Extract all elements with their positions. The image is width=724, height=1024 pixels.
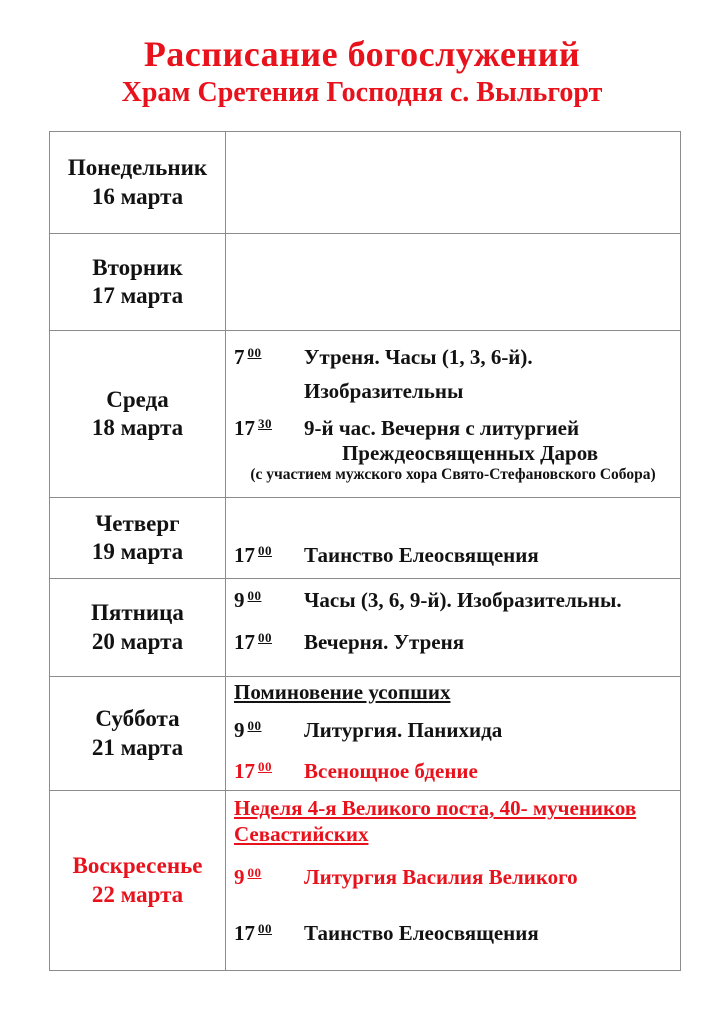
service-line [234, 629, 672, 655]
day-cell [50, 234, 226, 330]
table-row-thursday [50, 497, 680, 578]
service-text: Таинство Елеосвящения [304, 542, 539, 567]
schedule-table [49, 131, 681, 971]
service-line [234, 758, 672, 784]
service-time: 17 $^{00}$ [234, 758, 272, 783]
service-minutes: 00 [258, 920, 272, 936]
service-minutes: 00 [247, 718, 262, 734]
services-cell [226, 791, 680, 970]
service-time: 17 $^{00}$ [234, 920, 272, 945]
day-name: Понедельник [67, 155, 208, 181]
day-name: Четверг [95, 510, 180, 536]
service-time: 17 $^{00}$ [234, 542, 272, 567]
service-minutes: 30 [258, 415, 272, 431]
day-date: 19 марта [91, 539, 184, 564]
service-continuation: Изобразительны [304, 379, 464, 404]
service-time: 7 $^{00}$ [234, 345, 262, 369]
service-line [234, 717, 672, 743]
table-row-tuesday [50, 233, 680, 330]
service-text: Часы (3, 6, 9-й). Изобразительны. [304, 588, 622, 612]
service-minutes: 00 [247, 345, 262, 360]
service-text: Утреня. Часы (1, 3, 6-й). [304, 345, 533, 369]
day-name: Воскресенье [72, 853, 203, 879]
services-cell [226, 132, 680, 233]
day-date: 18 марта [91, 415, 184, 440]
service-text: Всенощное бдение [304, 758, 478, 783]
services-cell [226, 677, 680, 790]
day-cell [50, 579, 226, 676]
service-heading: Поминовение усопших [234, 680, 451, 704]
day-date: 22 марта [91, 881, 184, 907]
day-name: Пятница [91, 600, 184, 626]
day-date: 17 марта [91, 283, 184, 308]
services-cell [226, 234, 680, 330]
day-date: 21 марта [91, 734, 184, 760]
day-cell [50, 331, 226, 497]
service-continuation: Преждеосвященных Даров [341, 440, 599, 465]
service-time: 9 $^{00}$ [234, 588, 262, 612]
services-cell [226, 498, 680, 578]
day-date: 20 марта [91, 628, 184, 654]
service-text: Вечерня. Утреня [304, 630, 465, 655]
choir-note: (с участием мужского хора Свято-Стефановского Собора) [250, 465, 656, 483]
page-subtitle: Храм Сретения Господня с. Выльгорт [121, 76, 603, 108]
service-text: Таинство Елеосвящения [304, 920, 539, 945]
service-line [234, 864, 672, 890]
service-time: 17 $^{00}$ [234, 630, 272, 655]
service-time: 9 $^{00}$ [234, 864, 262, 889]
service-line [234, 415, 672, 441]
page-title: Расписание богослужений [143, 34, 581, 74]
service-minutes: 00 [247, 864, 262, 880]
service-line [234, 920, 672, 946]
table-row-wednesday [50, 330, 680, 497]
service-minutes: 00 [258, 542, 272, 558]
table-row-sunday [50, 790, 680, 970]
service-time: 17 $^{30}$ [234, 415, 272, 440]
table-row-friday [50, 578, 680, 676]
table-row-monday [50, 132, 680, 233]
day-cell [50, 498, 226, 578]
day-cell [50, 791, 226, 970]
day-cell [50, 132, 226, 233]
service-minutes: 00 [258, 630, 272, 646]
table-row-saturday [50, 676, 680, 790]
service-minutes: 00 [247, 588, 262, 603]
service-time: 9 $^{00}$ [234, 718, 262, 743]
service-line [234, 542, 672, 568]
service-line [234, 344, 672, 370]
service-text: Литургия. Панихида [304, 718, 503, 743]
service-heading: Неделя 4-я Великого поста, 40- мучеников Севастийских [234, 796, 637, 847]
services-cell [226, 331, 680, 497]
day-name: Суббота [95, 706, 180, 732]
day-cell [50, 677, 226, 790]
service-text: 9-й час. Вечерня с литургией [304, 415, 580, 440]
services-cell [226, 579, 680, 676]
service-text: Литургия Василия Великого [304, 864, 578, 889]
day-date: 16 марта [91, 183, 184, 209]
service-minutes: 00 [258, 758, 272, 774]
day-name: Вторник [92, 254, 183, 280]
service-line [234, 587, 672, 613]
day-name: Среда [106, 386, 169, 412]
